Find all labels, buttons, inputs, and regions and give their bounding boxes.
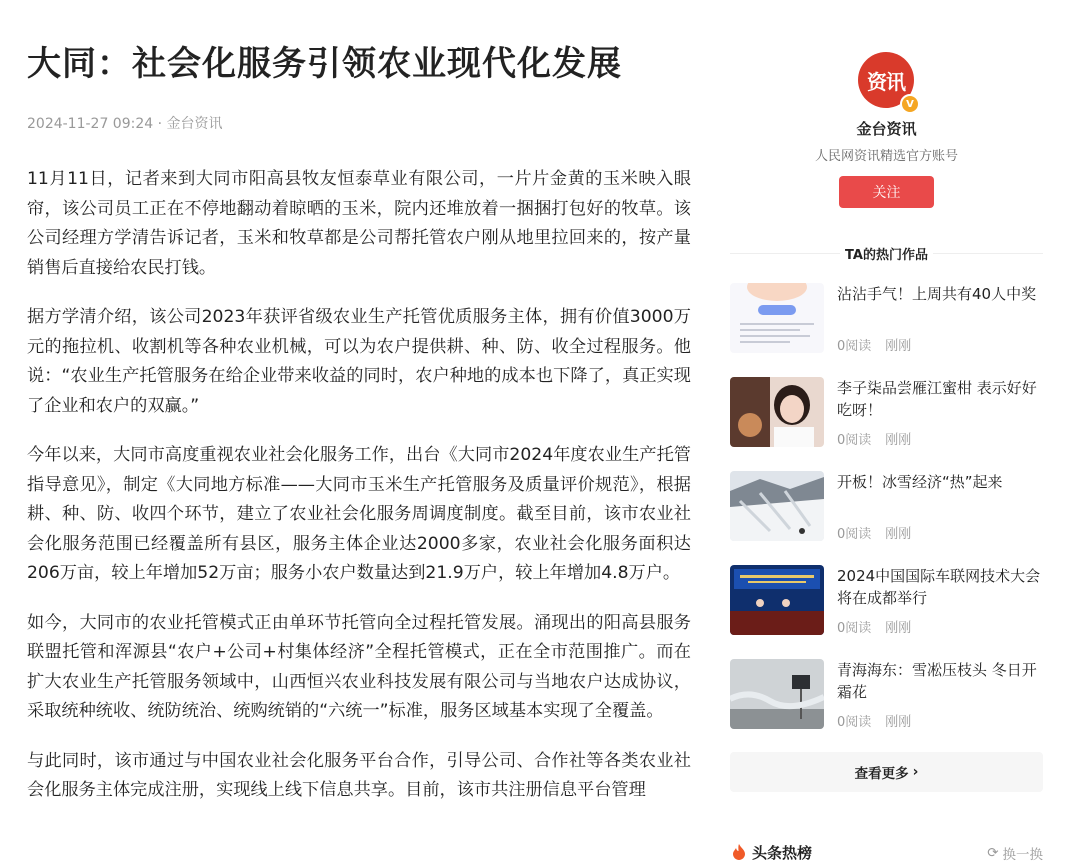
person-photo-thumbnail[interactable] (730, 377, 824, 447)
read-count: 0阅读 (837, 339, 872, 354)
read-count: 0阅读 (837, 527, 872, 542)
refresh-label: 换一换 (1002, 847, 1043, 863)
hot-work-item[interactable] (730, 283, 1043, 355)
publish-time: 刚刚 (885, 527, 912, 542)
hot-work-item[interactable] (730, 471, 1043, 543)
hotlist-header (730, 840, 1043, 864)
article (27, 40, 691, 806)
article-meta: 2024-11-27 09:24 · 金台资讯 (27, 116, 223, 132)
publish-time: 刚刚 (885, 433, 912, 448)
refresh-icon: ⟳ (987, 845, 999, 861)
hot-work-meta (837, 335, 911, 354)
hot-work-meta (837, 617, 911, 636)
hot-work-title[interactable]: 开板！冰雪经济“热”起来 (837, 473, 1003, 491)
publish-time: 刚刚 (885, 621, 912, 636)
publish-time: 刚刚 (885, 339, 912, 354)
account-description: 人民网资讯精选官方账号 (814, 149, 958, 164)
hot-work-item[interactable] (730, 659, 1043, 731)
article-paragraph: 今年以来，大同市高度重视农业社会化服务工作，出台《大同市2024年度农业生产托管指导意见》，制定《大同地方标准——大同市玉米生产托管服务及质量评价规范》，根据耕、种、防、收四个环节，建立了农业社会化服务周调度制度。截至目前，该市农业社会化服务范围已经覆盖所有县区，服务主体企业达2000多家，农业社会化服务面积达206万亩，较上年增加52万亩；服务小农户数量达到21.9万户，较上年增加4.8万户。 (27, 445, 691, 583)
follow-button[interactable]: 关注 (839, 176, 934, 208)
article-paragraph: 与此同时，该市通过与中国农业社会化服务平台合作，引导公司、合作社等各类农业社会化服务主体完成注册，实现线上线下信息共享。目前，该市共注册信息平台管理 (27, 750, 691, 800)
publish-time: 刚刚 (885, 715, 912, 730)
view-more-button[interactable] (730, 752, 1043, 792)
hot-works-title: TA的热门作品 (845, 248, 928, 263)
verified-badge-icon: V (900, 94, 920, 114)
hot-works-header (730, 244, 1043, 262)
hot-work-title[interactable]: 李子柒品尝雁江蜜柑 表示好好吃呀！ (837, 379, 1037, 419)
article-paragraph: 11月11日，记者来到大同市阳高县牧友恒泰草业有限公司，一片片金黄的玉米映入眼帘，该公司员工正在不停地翻动着晾晒的玉米，院内还堆放着一捆捆打包好的牧草。该公司经理方学清告诉记者，玉米和牧草都是公司帮托管农户刚从地里拉回来的，按产量销售后直接给农民打钱。 (27, 169, 691, 278)
hot-work-item[interactable] (730, 565, 1043, 637)
author-sidebar (730, 0, 1043, 867)
hot-work-item[interactable] (730, 377, 1043, 449)
prize-notice-thumbnail[interactable] (730, 283, 824, 353)
hot-work-meta (837, 429, 911, 448)
hot-work-title[interactable]: 青海海东：雪凇压枝头 冬日开霜花 (837, 661, 1037, 701)
read-count: 0阅读 (837, 621, 872, 636)
hot-work-meta (837, 523, 911, 542)
hot-work-title[interactable]: 2024中国国际车联网技术大会将在成都举行 (837, 567, 1041, 607)
ski-slope-thumbnail[interactable] (730, 471, 824, 541)
chevron-right-icon: › (912, 764, 919, 780)
flame-icon (732, 844, 746, 864)
article-title: 大同：社会化服务引领农业现代化发展 (27, 44, 622, 84)
hot-work-title[interactable]: 沾沾手气！上周共有40人中奖 (837, 285, 1037, 303)
refresh-button[interactable] (987, 843, 1043, 863)
hotlist-title: 头条热榜 (752, 844, 813, 862)
account-name[interactable]: 金台资讯 (856, 120, 917, 138)
hot-work-meta (837, 711, 911, 730)
avatar-text: 资讯 (867, 69, 905, 94)
view-more-label: 查看更多 (854, 766, 909, 782)
read-count: 0阅读 (837, 715, 872, 730)
frost-trees-thumbnail[interactable] (730, 659, 824, 729)
conference-thumbnail[interactable] (730, 565, 824, 635)
read-count: 0阅读 (837, 433, 872, 448)
article-paragraph: 据方学清介绍，该公司2023年获评省级农业生产托管优质服务主体，拥有价值3000万元的拖拉机、收割机等各种农业机械，可以为农户提供耕、种、防、收全过程服务。他说：“农业生产托管服务在给企业带来收益的同时，农户种地的成本也下降了，真正实现了企业和农户的双赢。” (27, 307, 691, 416)
article-paragraph: 如今，大同市的农业托管模式正由单环节托管向全过程托管发展。涌现出的阳高县服务联盟托管和浑源县“农户+公司+村集体经济”全程托管模式，正在全市范围推广。而在扩大农业生产托管服务领域中，山西恒兴农业科技发展有限公司与当地农户达成协议，采取统种统收、统防统治、统购统销的“六统一”标准，服务区域基本实现了全覆盖。 (27, 612, 691, 721)
